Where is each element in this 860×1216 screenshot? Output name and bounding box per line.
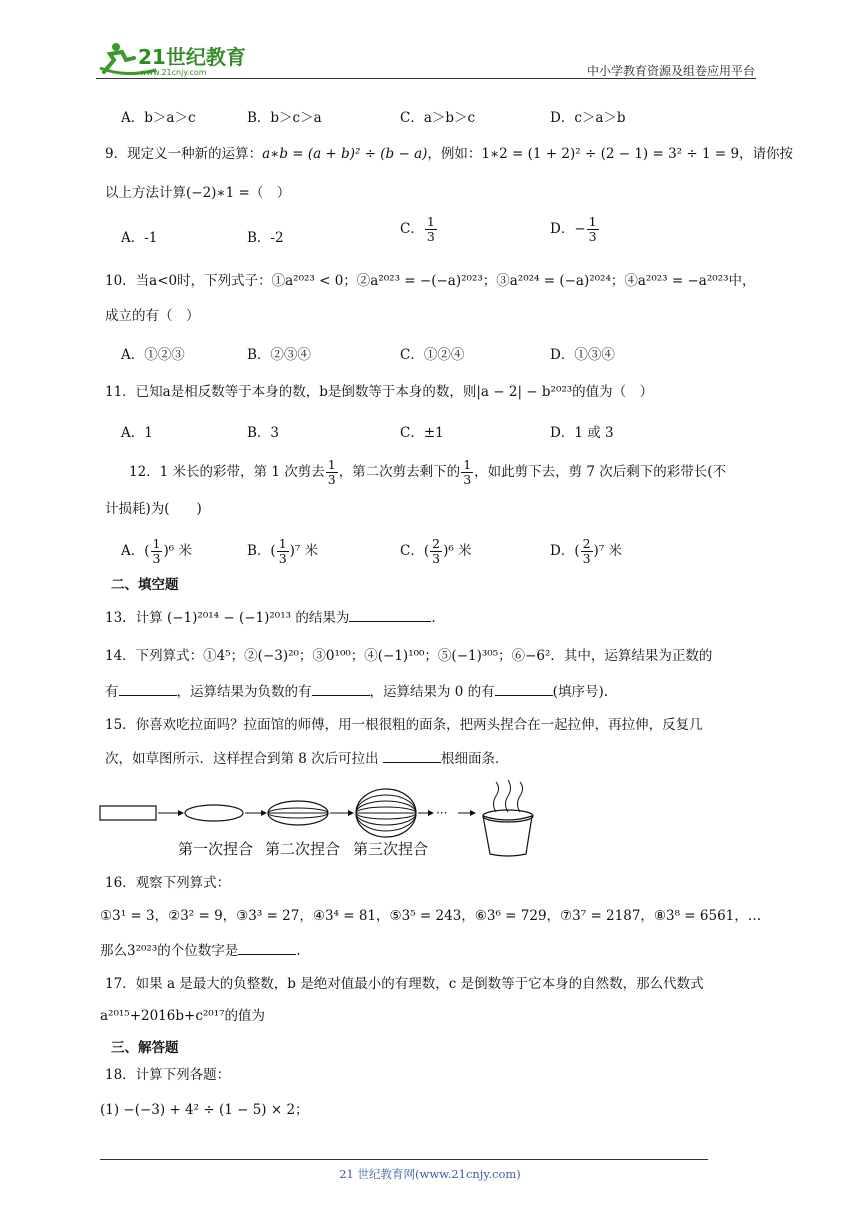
q9-option-a: A．-1 — [121, 230, 158, 246]
q11-option-d: D．1 或 3 — [550, 425, 614, 441]
q8-option-a: A．b＞a＞c — [121, 110, 196, 126]
q12-option-b: B．( $\frac{1}{3}$ )⁷ 米 — [247, 536, 319, 566]
svg-text:21世纪教育: 21世纪教育 — [138, 45, 246, 69]
q12-line2: 计损耗)为( ) — [105, 501, 202, 517]
answer-blank[interactable] — [238, 940, 296, 955]
answer-blank-zero[interactable] — [495, 681, 553, 696]
q13: 13．计算 (−1)²⁰¹⁴ − (−1)²⁰¹³ 的结果为 . — [105, 607, 436, 628]
section-solve-title: 三、解答题 — [111, 1040, 179, 1056]
q11-option-b: B．3 — [247, 425, 280, 441]
fraction: $\frac{1}{3}$ — [463, 457, 472, 487]
q8-option-c: C．a＞b＞c — [400, 110, 476, 126]
q12-option-a: A．( $\frac{1}{3}$ )⁶ 米 — [121, 536, 192, 566]
header-divider — [96, 78, 756, 79]
q9-option-b: B．-2 — [247, 230, 284, 246]
fraction: $\frac{1}{3}$ — [327, 457, 336, 487]
q17-line2: a²⁰¹⁵+2016b+c²⁰¹⁷的值为 — [100, 1008, 266, 1024]
section-fill-in-title: 二、填空题 — [111, 577, 179, 593]
svg-text:www.21cnjy.com: www.21cnjy.com — [140, 68, 207, 77]
q10-line2: 成立的有（ ） — [105, 308, 200, 324]
q11-option-a: A．1 — [121, 425, 153, 441]
fraction: $\frac{1}{3}$ — [588, 214, 597, 244]
caption-third: 第三次捏合 — [353, 840, 429, 858]
q12-option-c: C．( $\frac{2}{3}$ )⁶ 米 — [400, 536, 472, 566]
q15-line1: 15．你喜欢吃拉面吗？拉面馆的师傅，用一根很粗的面条，把两头捏合在一起拉伸，再拉伸，反复几 — [105, 717, 703, 733]
q11-line1: 11．已知a是相反数等于本身的数，b是倒数等于本身的数，则|a − 2| − b²⁰²³的值为（ ） — [105, 384, 654, 400]
footer-divider — [100, 1159, 708, 1160]
answer-blank-negative[interactable] — [312, 681, 370, 696]
q10-line1: 10．当a<0时，下列式子：①a²⁰²³ < 0；②a²⁰²³ = −(−a)²⁰²³；③a²⁰²⁴ = (−a)²⁰²⁴；④a²⁰²³ = −a²⁰²³中， — [105, 273, 756, 289]
q14-line1: 14．下列算式：①4⁵；②(−3)²⁰；③0¹⁰⁰；④(−1)¹⁰⁰；⑤(−1)³⁰⁵；⑥−6²．其中，运算结果为正数的 — [105, 648, 713, 664]
q10-option-a: A．①②③ — [121, 347, 185, 363]
q17-line1: 17．如果 a 是最大的负整数，b 是绝对值最小的有理数，c 是倒数等于它本身的自然数，那么代数式 — [105, 976, 704, 992]
runner-logo-icon — [96, 38, 256, 78]
q14-line2: 有 ，运算结果为负数的有 ，运算结果为 0 的有 (填序号). — [105, 681, 608, 702]
q18-line1: 18．计算下列各题： — [105, 1067, 231, 1083]
q9-option-d: D．− $\frac{1}{3}$ — [550, 214, 597, 244]
q9-line1: 9．现定义一种新的运算：a∗b = (a + b)² ÷ (b − a)，例如：1∗2 = (1 + 2)² ÷ (2 − 1) = 3² ÷ 1 = 9，请你按 — [105, 146, 794, 162]
q10-option-d: D．①③④ — [550, 347, 615, 363]
q15-line2: 次，如草图所示．这样捏合到第 8 次后可拉出 根细面条． — [105, 748, 508, 769]
q10-option-b: B．②③④ — [247, 347, 311, 363]
q12-option-d: D．( $\frac{2}{3}$ )⁷ 米 — [550, 536, 623, 566]
fraction: $\frac{1}{3}$ — [426, 214, 435, 244]
q16-line1: 16．观察下列算式： — [105, 875, 231, 891]
q16-line2: ①3¹ = 3，②3² = 9，③3³ = 27，④3⁴ = 81，⑤3⁵ = 243，⑥3⁶ = 729，⑦3⁷ = 2187，⑧3⁸ = 6561，… — [100, 908, 762, 924]
q16-line3: 那么3²⁰²³的个位数字是 . — [100, 940, 301, 961]
answer-blank[interactable] — [349, 607, 431, 622]
header-platform-name: 中小学教育资源及组卷应用平台 — [586, 64, 755, 78]
q12-line1: 12．1 米长的彩带，第 1 次剪去 $\frac{1}{3}$ ，第二次剪去剩下的 $\frac{1}{3}$ ，如此剪下去，剪 7 次后剩下的彩带长(不 — [129, 457, 727, 487]
answer-blank[interactable] — [383, 748, 441, 763]
site-logo — [96, 38, 256, 78]
q9-option-c: C． $\frac{1}{3}$ — [400, 214, 435, 244]
q18-line2: (1) −(−3) + 4² ÷ (1 − 5) × 2； — [100, 1102, 309, 1118]
q9-line2: 以上方法计算(−2)∗1 =（ ） — [105, 185, 291, 201]
caption-first: 第一次捏合 — [178, 840, 254, 858]
answer-blank-positive[interactable] — [119, 681, 177, 696]
q10-option-c: C．①②④ — [400, 347, 465, 363]
footer-site-link[interactable]: 21 世纪教育网(www.21cnjy.com) — [339, 1167, 521, 1181]
q11-option-c: C．±1 — [400, 425, 444, 441]
svg-text:···: ··· — [436, 806, 448, 820]
q8-option-b: B．b＞c＞a — [247, 110, 322, 126]
q8-option-d: D．c＞a＞b — [550, 110, 626, 126]
caption-second: 第二次捏合 — [265, 840, 341, 858]
